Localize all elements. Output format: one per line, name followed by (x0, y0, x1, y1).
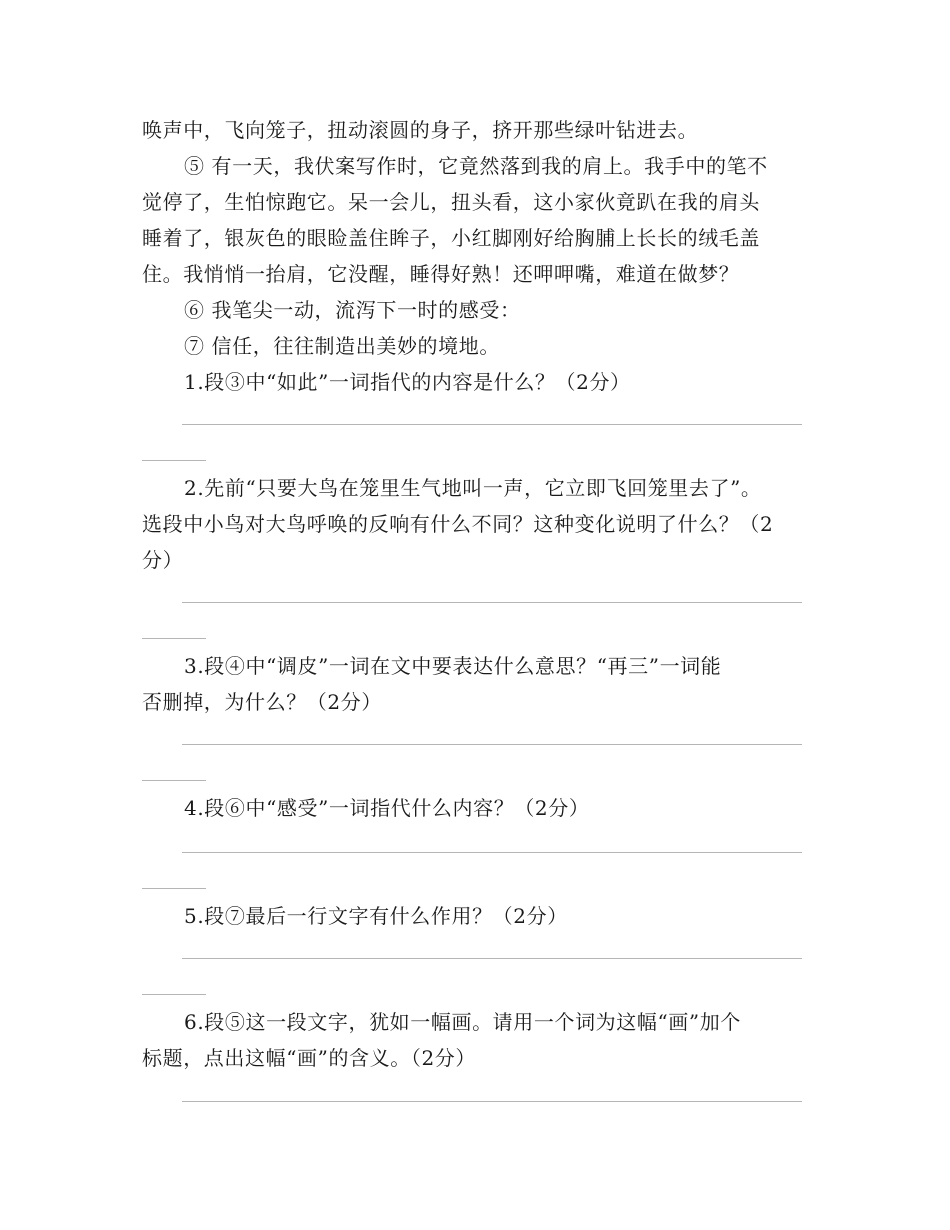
answer-line-end (142, 888, 206, 889)
passage-line: 住。我悄悄一抬肩，它没醒，睡得好熟！还呷呷嘴，难道在做梦？ (142, 262, 740, 286)
passage-line: ⑦ 信任，往往制造出美妙的境地。 (184, 334, 500, 358)
answer-line[interactable] (182, 852, 802, 853)
passage-line: ⑤ 有一天，我伏案写作时，它竟然落到我的肩上。我手中的笔不 (184, 154, 768, 178)
question-3: 3.段④中“调皮”一词在文中要表达什么意思？“再三”一词能 (184, 654, 722, 678)
passage-line: ⑥ 我笔尖一动，流泻下一时的感受： (184, 298, 521, 322)
answer-line[interactable] (182, 958, 802, 959)
question-6: 6.段⑤这一段文字，犹如一幅画。请用一个词为这幅“画”加个 (184, 1010, 741, 1034)
answer-line[interactable] (182, 602, 802, 603)
answer-line-end (142, 638, 206, 639)
answer-line[interactable] (182, 1101, 802, 1102)
question-6-line: 标题，点出这幅“画”的含义。（2分） (142, 1046, 476, 1070)
question-2-line: 分） (142, 548, 184, 572)
question-5: 5.段⑦最后一行文字有什么作用？（2分） (184, 904, 568, 928)
passage-line: 睡着了，银灰色的眼睑盖住眸子，小红脚刚好给胸脯上长长的绒毛盖 (142, 226, 760, 250)
question-2-line: 选段中小鸟对大鸟呼唤的反响有什么不同？这种变化说明了什么？（2 (142, 512, 774, 536)
question-1: 1.段③中“如此”一词指代的内容是什么？（2分） (184, 370, 631, 394)
answer-line-end (142, 780, 206, 781)
question-2: 2.先前“只要大鸟在笼里生气地叫一声，它立即飞回笼里去了”。 (184, 476, 762, 500)
passage-line: 觉停了，生怕惊跑它。呆一会儿，扭头看，这小家伙竟趴在我的肩头 (142, 190, 760, 214)
answer-line-end (142, 994, 206, 995)
question-3-line: 否删掉，为什么？（2分） (142, 690, 382, 714)
answer-line[interactable] (182, 424, 802, 425)
answer-line-end (142, 460, 206, 461)
answer-line[interactable] (182, 744, 802, 745)
passage-line: 唤声中，飞向笼子，扭动滚圆的身子，挤开那些绿叶钻进去。 (142, 118, 699, 142)
question-4: 4.段⑥中“感受”一词指代什么内容？（2分） (184, 796, 590, 820)
